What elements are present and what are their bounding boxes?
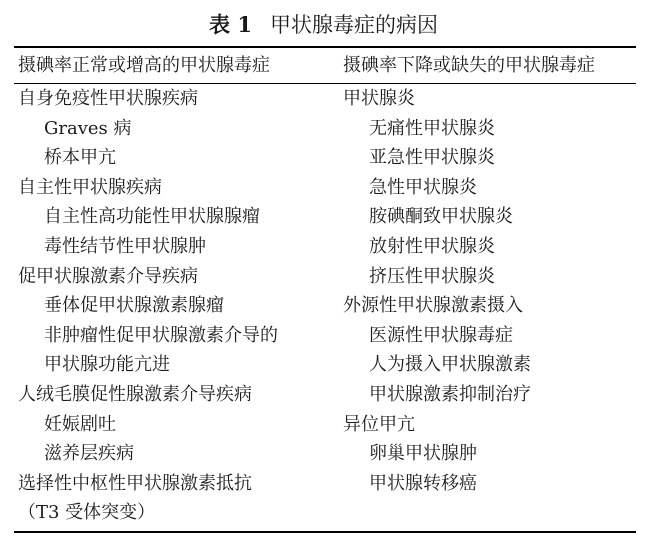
- table-subitem: 亚急性甲状腺炎: [369, 147, 495, 169]
- table-subitem: 挤压性甲状腺炎: [369, 265, 495, 287]
- table-subitem: 桥本甲亢: [44, 147, 116, 169]
- header-right: 摄碘率下降或缺失的甲状腺毒症: [343, 55, 595, 76]
- table-category: 选择性中枢性甲状腺激素抵抗: [18, 472, 252, 494]
- table-category: 外源性甲状腺激素摄入: [343, 295, 523, 317]
- table-category: 甲状腺炎: [343, 88, 415, 109]
- left-column: [18, 84, 328, 528]
- table-subitem: 医源性甲状腺毒症: [369, 324, 513, 346]
- table-category: 人绒毛膜促性腺激素介导疾病: [18, 383, 252, 405]
- table-category: 自身免疫性甲状腺疾病: [18, 88, 198, 109]
- table-subitem: 自主性高功能性甲状腺腺瘤: [44, 206, 260, 228]
- table-category: 异位甲亢: [343, 413, 415, 435]
- table-subitem: 无痛性甲状腺炎: [369, 117, 495, 139]
- table-subitem: 人为摄入甲状腺激素: [369, 354, 531, 376]
- table-subitem: 急性甲状腺炎: [369, 176, 477, 198]
- table-category: （T3 受体突变）: [18, 502, 156, 524]
- table-subitem: 卵巢甲状腺肿: [369, 443, 477, 465]
- top-rule: [14, 46, 636, 48]
- table-category: 促甲状腺激素介导疾病: [18, 265, 198, 287]
- right-column: [343, 84, 633, 498]
- table-subitem: 放射性甲状腺炎: [369, 235, 495, 257]
- table-caption: 甲状腺毒症的病因: [269, 13, 438, 37]
- table-subitem: 甲状腺转移癌: [369, 472, 477, 494]
- table-subitem: Graves 病: [44, 117, 132, 139]
- table-subitem: 毒性结节性甲状腺肿: [44, 235, 206, 257]
- table-subitem: 胺碘酮致甲状腺炎: [369, 206, 513, 228]
- table-title: [0, 10, 647, 40]
- table-category: 自主性甲状腺疾病: [18, 176, 162, 198]
- table-subitem: 妊娠剧吐: [44, 413, 116, 435]
- table-number: 表 1: [209, 12, 252, 37]
- table-subitem: 甲状腺功能亢进: [44, 354, 170, 376]
- table-subitem: 垂体促甲状腺激素腺瘤: [44, 295, 224, 317]
- table-subitem: 滋养层疾病: [44, 443, 134, 465]
- header-left: 摄碘率正常或增高的甲状腺毒症: [18, 55, 270, 76]
- bottom-rule: [14, 531, 636, 533]
- table-subitem: 甲状腺激素抑制治疗: [369, 383, 531, 405]
- table-subitem: 非肿瘤性促甲状腺激素介导的: [44, 324, 278, 346]
